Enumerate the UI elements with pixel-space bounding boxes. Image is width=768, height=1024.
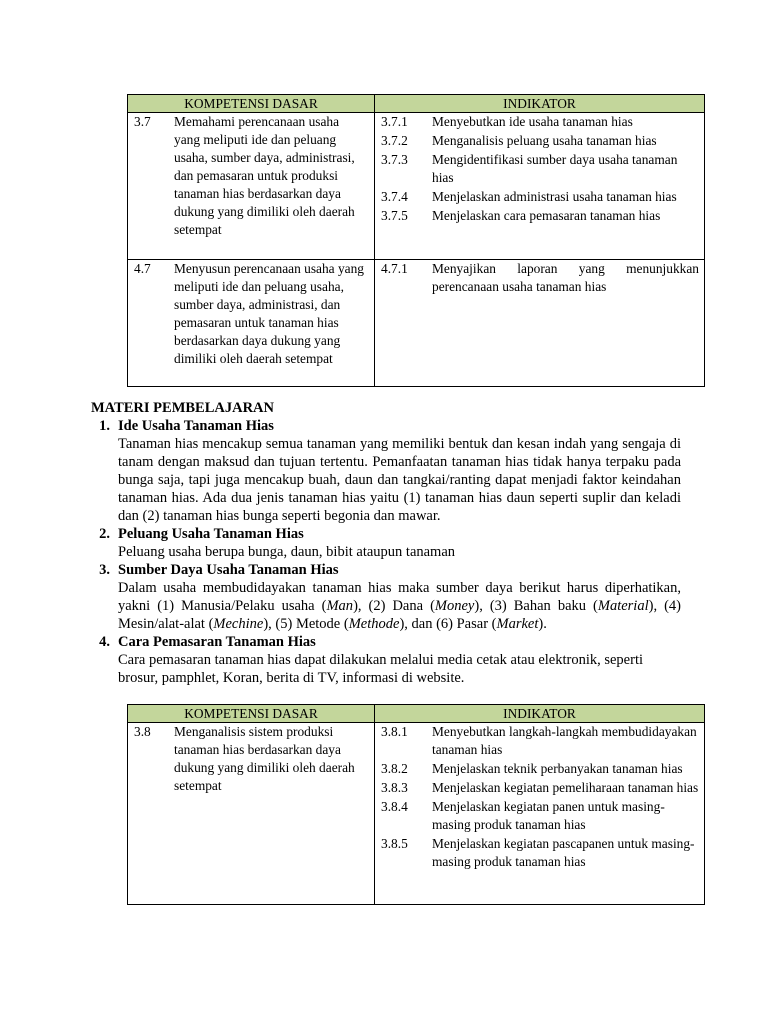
indicator-number: 3.7.5: [381, 208, 408, 223]
indicator-text: Mengidentifikasi sumber daya usaha tanaman hias: [432, 152, 678, 185]
italic-term: Market: [496, 616, 539, 632]
indicator-text: Menganalisis peluang usaha tanaman hias: [432, 133, 657, 148]
indicator-item: [381, 151, 699, 187]
kd-text: Menganalisis sistem produksi tanaman hias berdasarkan daya dukung yang dimiliki oleh daerah setempat: [174, 724, 355, 793]
indicator-number: 3.8.4: [381, 799, 408, 814]
header-indikator: INDIKATOR: [375, 95, 705, 113]
indicator-text: Menyebutkan ide usaha tanaman hias: [432, 114, 633, 129]
body-text: ), dan (6) Pasar (: [399, 616, 497, 632]
table-row: [128, 723, 705, 905]
indicator-number: 3.8.1: [381, 724, 408, 739]
indicator-text: Menyebutkan langkah-langkah membudidayakan tanaman hias: [432, 724, 697, 757]
materi-item-title: Cara Pemasaran Tanaman Hias: [118, 634, 316, 650]
indicator-text: Menjelaskan kegiatan pascapanen untuk masing-masing produk tanaman hias: [432, 836, 695, 869]
indicator-item: [381, 113, 699, 131]
indicator-number: 3.8.2: [381, 761, 408, 776]
indicator-text: Menyajikan laporan yang menunjukkan perencanaan usaha tanaman hias: [432, 261, 699, 294]
indicator-text: Menjelaskan cara pemasaran tanaman hias: [432, 208, 661, 223]
indicator-item: [381, 798, 699, 834]
header-kompetensi-dasar: KOMPETENSI DASAR: [128, 95, 375, 113]
italic-term: Money: [434, 598, 475, 614]
competency-table-2: [127, 704, 705, 905]
materi-pembelajaran-section: [91, 399, 681, 687]
body-text: ), (2) Dana (: [353, 598, 435, 614]
indicator-cell: [375, 260, 705, 387]
materi-item: [91, 633, 681, 687]
indicator-cell: [375, 113, 705, 260]
body-text: ), (4) Mesin/alat-alat (: [118, 598, 681, 632]
materi-item-number: 3.: [99, 562, 110, 578]
table-header-row: [128, 705, 705, 723]
indicator-item: [381, 723, 699, 759]
italic-term: Man: [326, 598, 354, 614]
indicator-cell: [375, 723, 705, 905]
italic-term: Methode: [348, 616, 400, 632]
body-text: ), (5) Metode (: [263, 616, 349, 632]
body-text: ).: [538, 616, 547, 632]
indicator-text: Menjelaskan administrasi usaha tanaman hias: [432, 189, 677, 204]
materi-item-title: Sumber Daya Usaha Tanaman Hias: [118, 562, 339, 578]
indicator-text: Menjelaskan kegiatan pemeliharaan tanaman hias: [432, 780, 699, 795]
indicator-number: 3.7.4: [381, 189, 408, 204]
materi-item-number: 1.: [99, 418, 110, 434]
materi-item-body: Peluang usaha berupa bunga, daun, bibit ataupun tanaman: [118, 544, 456, 560]
kd-cell: [128, 723, 375, 905]
indicator-text: Menjelaskan kegiatan panen untuk masing-masing produk tanaman hias: [432, 799, 665, 832]
indicator-item: [381, 779, 699, 797]
section-heading: MATERI PEMBELAJARAN: [91, 400, 274, 416]
kd-number: 3.8: [134, 724, 151, 739]
materi-item-body: Cara pemasaran tanaman hias dapat dilakukan melalui media cetak atau elektronik, seperti brosur, pamphlet, Koran, berita di TV, informasi di website.: [118, 652, 644, 686]
table-row: [128, 260, 705, 387]
indicator-item: [381, 260, 699, 296]
kd-cell: [128, 113, 375, 260]
materi-item-number: 2.: [99, 526, 110, 542]
materi-item-title: Ide Usaha Tanaman Hias: [118, 418, 274, 434]
kd-text: Menyusun perencanaan usaha yang meliputi ide dan peluang usaha, sumber daya, administrasi, dan pemasaran untuk tanaman hias berdasarkan daya dukung yang dimiliki oleh daerah setempat: [174, 261, 364, 366]
indicator-number: 3.7.2: [381, 133, 408, 148]
materi-item-title: Peluang Usaha Tanaman Hias: [118, 526, 304, 542]
kd-cell: [128, 260, 375, 387]
table-header-row: [128, 95, 705, 113]
indicator-item: [381, 835, 699, 871]
indicator-number: 3.8.5: [381, 836, 408, 851]
header-kompetensi-dasar: KOMPETENSI DASAR: [128, 705, 375, 723]
italic-term: Material: [597, 598, 649, 614]
competency-table-1: [127, 94, 705, 387]
indicator-item: [381, 188, 699, 206]
table-row: [128, 113, 705, 260]
header-indikator: INDIKATOR: [375, 705, 705, 723]
indicator-number: 3.7.1: [381, 114, 408, 129]
kd-number: 4.7: [134, 261, 151, 276]
indicator-item: [381, 132, 699, 150]
materi-item-body: [118, 579, 681, 633]
materi-item-number: 4.: [99, 634, 110, 650]
materi-item-body: Tanaman hias mencakup semua tanaman yang memiliki bentuk dan kesan indah yang sengaja di tanam dengan maksud dan tujuan tertentu. Pemanfaatan tanaman hias tidak hanya terpaku pada bunga saja, tapi juga mencakup buah, daun dan tangkai/ranting dapat menjadi faktor keindahan tanaman hias. Ada dua jenis tanaman hias yaitu (1) tanaman hias daun seperti suplir dan keladi dan (2) tanaman hias bunga seperti begonia dan mawar.: [118, 436, 681, 524]
indicator-number: 3.8.3: [381, 780, 408, 795]
indicator-number: 4.7.1: [381, 261, 408, 276]
indicator-text: Menjelaskan teknik perbanyakan tanaman hias: [432, 761, 683, 776]
body-text: Dalam usaha membudidayakan tanaman hias maka sumber daya berikut harus diperhatikan, yakni (1) Manusia/Pelaku usaha (: [118, 580, 681, 614]
materi-item: [91, 561, 681, 633]
italic-term: Mechine: [213, 616, 264, 632]
body-text: ), (3) Bahan baku (: [474, 598, 598, 614]
indicator-number: 3.7.3: [381, 152, 408, 167]
indicator-item: [381, 760, 699, 778]
indicator-item: [381, 207, 699, 225]
kd-number: 3.7: [134, 114, 151, 129]
kd-text: Memahami perencanaan usaha yang meliputi ide dan peluang usaha, sumber daya, administrasi, dan pemasaran untuk produksi tanaman hias berdasarkan daya dukung yang dimiliki oleh daerah setempat: [174, 114, 355, 237]
materi-item: [91, 525, 681, 561]
materi-item: [91, 417, 681, 525]
